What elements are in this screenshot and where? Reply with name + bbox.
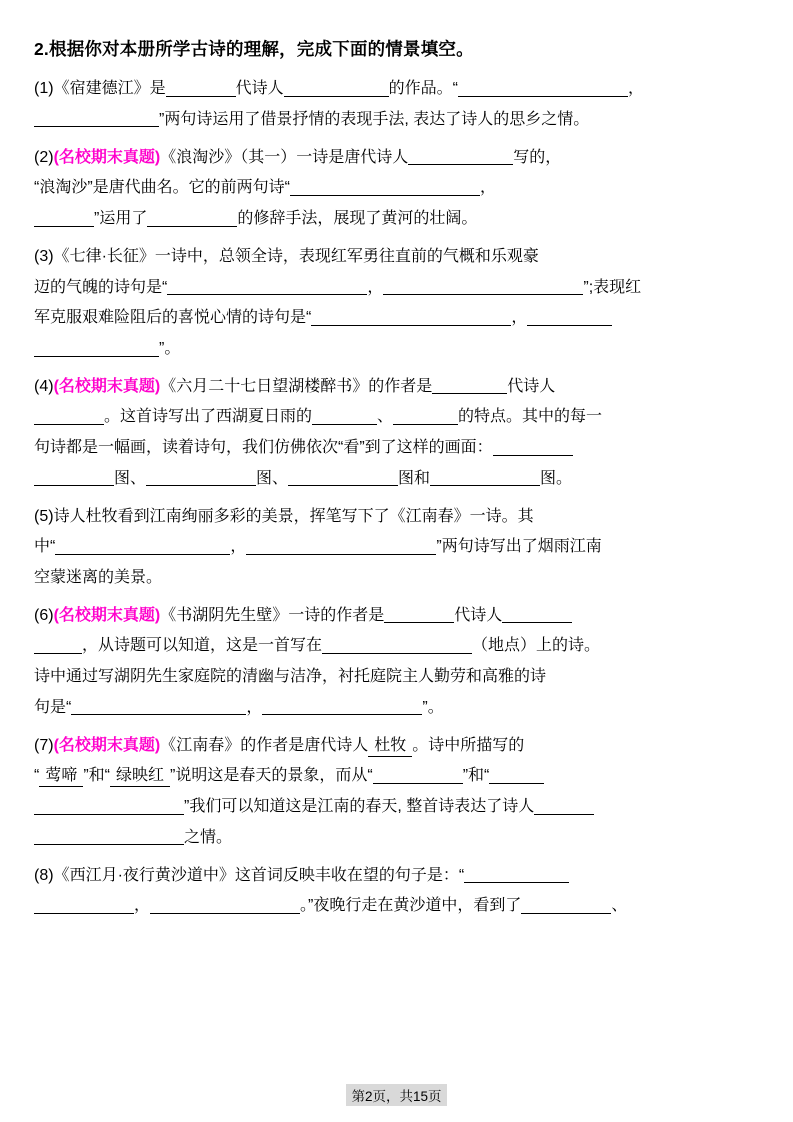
q3-blank-4[interactable] [527,308,612,326]
q6-text-5: 诗中通过写湖阴先生家庭院的清幽与洁净，衬托庭院主人勤劳和高雅的诗 [34,668,547,686]
q4-blank-2[interactable] [34,407,104,425]
q8-number: (8) [34,866,54,884]
q6-text-1: 《书湖阴先生壁》一诗的作者是 [160,606,385,624]
q5-number: (5) [34,507,54,525]
q4-number: (4) [34,377,54,395]
q1-blank-1[interactable] [166,79,236,97]
q1-text-3: 的作品。“ [388,80,458,98]
q7-text-1: 《江南春》的作者是唐代诗人 [160,736,369,754]
q2-text-1: 《浪淘沙》（其一）一诗是唐代诗人 [160,148,409,166]
q7-blank-1[interactable] [373,766,463,784]
q4-blank-7[interactable] [146,469,256,487]
q4-text-4: 、 [377,408,394,426]
q1-blank-4[interactable] [34,110,159,128]
q4-blank-3[interactable] [312,407,377,425]
q5-text-1: 诗人杜牧看到江南绚丽多彩的美景，挥笔写下了《江南春》一诗。其 [53,507,534,525]
q4-text-1: 《六月二十七日望湖楼醉书》的作者是 [160,377,433,395]
q2-text-4: ， [480,179,497,197]
q2-exam-tag: (名校期末真题) [53,148,161,166]
q4-blank-5[interactable] [493,438,573,456]
q5-text-2: 中“ [34,538,56,556]
q6-text-3: ，从诗题可以知道，这是一首写在 [82,637,323,655]
question-6 [34,601,759,724]
q4-blank-9[interactable] [430,469,540,487]
q1-blank-3[interactable] [458,79,628,97]
question-2 [34,143,759,235]
q8-text-1: 《西江月·夜行黄沙道中》这首词反映丰收在望的句子是：“ [53,866,465,884]
q3-text-1: 《七律·长征》一诗中，总领全诗，表现红军勇往直前的气概和乐观豪 [53,247,539,265]
q7-text-3: “ [34,767,40,785]
question-1 [34,74,759,135]
q1-text-4: ， [627,80,644,98]
q6-exam-tag: (名校期末真题) [53,606,161,624]
q4-blank-6[interactable] [34,469,114,487]
q6-text-8: ”。 [422,698,444,716]
q7-text-6: ”和“ [462,767,490,785]
q4-text-10: 图。 [540,469,573,487]
q3-text-2: 迈的气魄的诗句是“ [34,278,168,296]
page-title: 2.根据你对本册所学古诗的理解，完成下面的情景填空。 [34,39,474,59]
q6-text-4: （地点）上的诗。 [472,637,601,655]
q2-text-5: ”运用了 [94,210,148,228]
page-footer [0,1084,793,1106]
q7-answer-3[interactable]: 绿映红 [110,766,170,787]
q3-blank-1[interactable] [167,277,367,295]
q3-blank-5[interactable] [34,339,159,357]
q3-text-6: ， [511,309,528,327]
q6-blank-1[interactable] [384,605,454,623]
q4-text-9: 图和 [398,469,431,487]
q4-text-5: 的特点。其中的每一 [458,408,603,426]
question-3 [34,242,759,365]
q6-blank-5[interactable] [71,698,246,716]
question-4 [34,372,759,495]
q3-text-7: ”。 [159,340,181,357]
q6-text-6: 句是“ [34,698,72,716]
q8-blank-4[interactable] [521,896,611,914]
q7-answer-2[interactable]: 莺啼 [39,766,83,787]
q5-blank-2[interactable] [246,537,436,555]
q6-blank-4[interactable] [322,636,472,654]
q2-blank-1[interactable] [408,147,513,165]
q7-exam-tag: (名校期末真题) [53,736,161,754]
q2-text-6: 的修辞手法，展现了黄河的壮阔。 [237,210,478,228]
q8-blank-1[interactable] [464,865,569,883]
q7-answer-1[interactable]: 杜牧 [368,736,412,757]
q4-blank-4[interactable] [393,407,458,425]
q7-blank-3[interactable] [34,797,184,815]
q1-blank-2[interactable] [284,79,389,97]
q5-text-5: 空蒙迷离的美景。 [34,569,163,587]
q5-text-4: ”两句诗写出了烟雨江南 [436,538,602,556]
q7-blank-5[interactable] [34,828,184,846]
q3-blank-2[interactable] [383,277,583,295]
question-5 [34,502,759,594]
q6-blank-3[interactable] [34,636,82,654]
q8-text-2: ， [134,897,151,915]
q3-number: (3) [34,247,54,265]
q7-number: (7) [34,736,54,754]
q3-blank-3[interactable] [311,308,511,326]
question-8 [34,861,759,922]
q1-text-2: 代诗人 [235,80,284,98]
q4-exam-tag: (名校期末真题) [53,377,161,395]
q1-text-5: ”两句诗运用了借景抒情的表现手法, 表达了诗人的思乡之情。 [159,110,590,128]
q6-blank-6[interactable] [262,698,422,716]
q2-number: (2) [34,148,54,166]
q6-blank-2[interactable] [502,605,572,623]
page-number-label: 第2页，共15页 [346,1084,446,1106]
q2-blank-3[interactable] [34,209,94,227]
q7-text-4: ”和“ [83,767,111,785]
q6-number: (6) [34,606,54,624]
q1-text-1: 《宿建德江》是 [53,80,166,98]
q4-text-3: 。这首诗写出了西湖夏日雨的 [104,408,313,426]
q7-text-7: ”我们可以知道这是江南的春天, 整首诗表达了诗人 [184,798,535,816]
q4-blank-8[interactable] [288,469,398,487]
q4-text-6: 句诗都是一幅画，读着诗句，我们仿佛依次“看”到了这样的画面： [34,439,493,457]
q7-text-5: ”说明这是春天的景象，而从“ [170,767,373,785]
q5-blank-1[interactable] [55,537,230,555]
q8-blank-2[interactable] [34,896,134,914]
q8-text-4: 、 [611,897,628,915]
q7-blank-4[interactable] [534,797,594,815]
q6-text-2: 代诗人 [454,606,503,624]
q8-blank-3[interactable] [150,896,300,914]
q5-text-3: ， [230,538,247,556]
q6-text-7: ， [246,698,263,716]
q4-text-2: 代诗人 [507,377,556,395]
q7-blank-2[interactable] [489,766,544,784]
q7-text-2: 。诗中所描写的 [412,736,525,754]
q4-text-8: 图、 [256,469,289,487]
q1-number: (1) [34,80,54,98]
q3-text-5: 军克服艰难险阻后的喜悦心情的诗句是“ [34,309,312,327]
q4-blank-1[interactable] [432,376,507,394]
q4-text-7: 图、 [114,469,147,487]
q2-blank-2[interactable] [290,178,480,196]
q2-text-3: “浪淘沙”是唐代曲名。它的前两句诗“ [34,179,290,197]
q3-text-3: ， [367,278,384,296]
q7-text-8: 之情。 [184,828,233,846]
q2-blank-4[interactable] [147,209,237,227]
q2-text-2: 写的， [513,148,562,166]
q3-text-4: ”;表现红 [583,278,642,296]
question-7 [34,731,759,854]
q8-text-3: 。”夜晚行走在黄沙道中，看到了 [300,897,522,915]
